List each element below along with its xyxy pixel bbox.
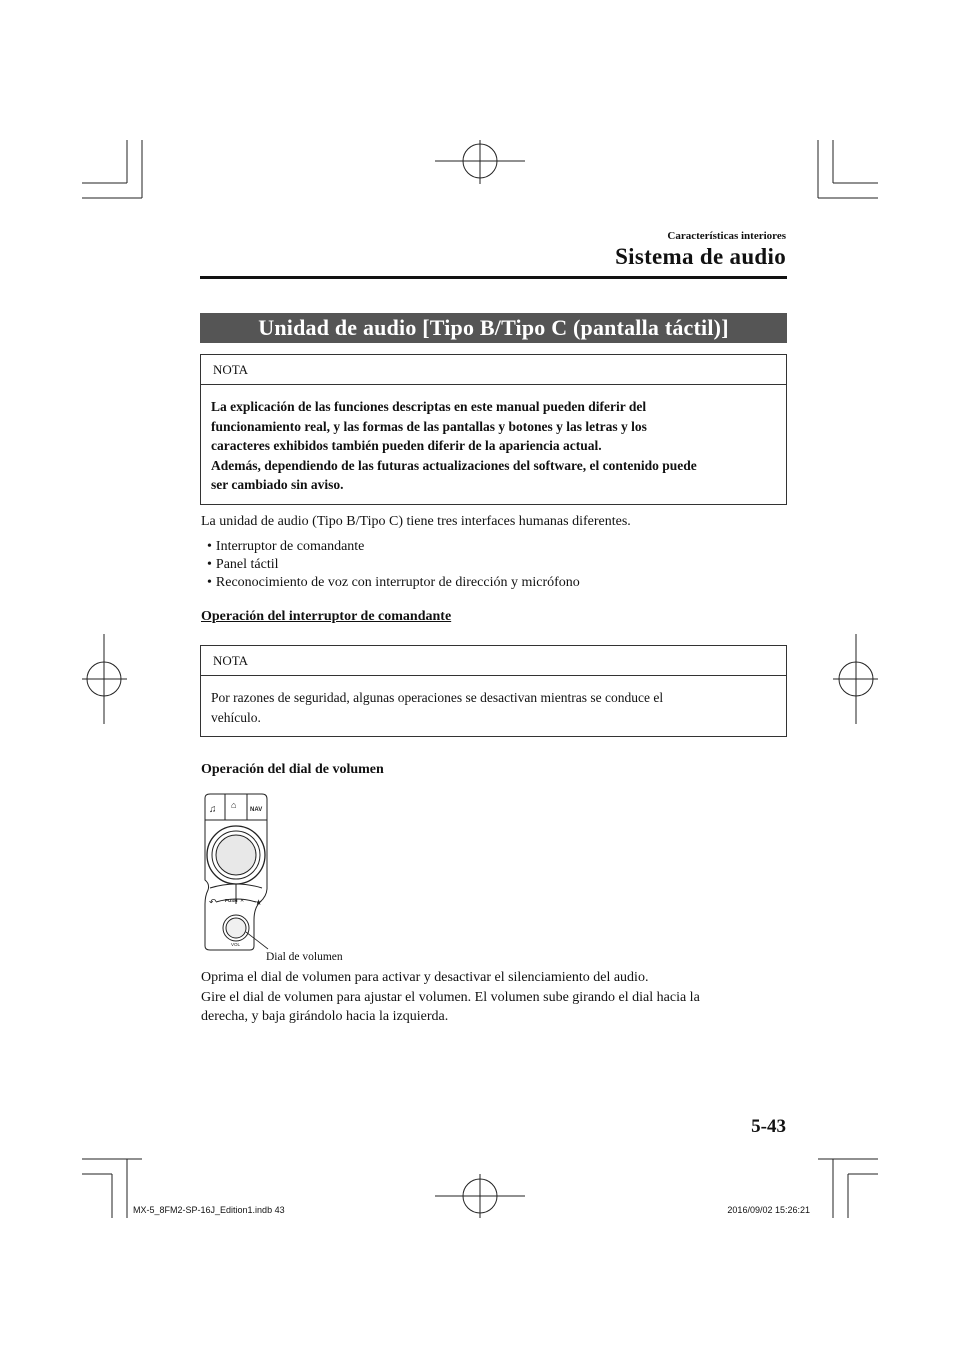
back-icon: ↶ [209, 897, 217, 907]
section-heading: Operación del interruptor de comandante [201, 609, 452, 624]
note-line: ser cambiado sin aviso. [211, 477, 344, 492]
section-title: Sistema de audio [615, 244, 786, 269]
commander-switch-illustration [196, 792, 276, 952]
figure-caption: Dial de volumen [266, 951, 343, 963]
note-text [201, 676, 786, 736]
leader-line [246, 932, 268, 949]
page-number: 5-43 [751, 1116, 786, 1137]
note-line: Además, dependiendo de las futuras actualizaciones del software, el contenido puede [211, 457, 697, 473]
favorite-icon: ★ [255, 898, 263, 907]
note-line: vehículo. [211, 709, 261, 725]
note-line: La explicación de las funciones descriptas en este manual pueden diferir del [211, 399, 647, 414]
body-paragraph [201, 968, 700, 1027]
nav-button-label: NAV [250, 807, 263, 813]
music-icon: ♫ [209, 804, 217, 815]
list-item: • Reconocimiento de voz con interruptor de dirección y micrófono [207, 574, 580, 592]
list-item: • Panel táctil [207, 556, 580, 574]
header-rule [200, 276, 787, 279]
topic-banner: Unidad de audio [Tipo B/Tipo C (pantalla táctil)] [200, 313, 787, 343]
home-icon: ⌂ [231, 800, 237, 810]
intro-paragraph: La unidad de audio (Tipo B/Tipo C) tiene tres interfaces humanas diferentes. [201, 514, 631, 529]
note-box-general [200, 354, 787, 505]
list-item: • Interruptor de comandante [207, 538, 580, 556]
note-label: NOTA [201, 646, 786, 676]
body-line: derecha, y baja girándolo hacia la izquierda. [201, 1009, 449, 1024]
note-line: Por razones de seguridad, algunas operaciones se desactivan mientras se conduce el [211, 690, 664, 705]
note-label: NOTA [201, 355, 786, 385]
body-line: Gire el dial de volumen para ajustar el volumen. El volumen sube girando el dial hacia la [201, 989, 700, 1005]
subheading-volume-dial: Operación del dial de volumen [201, 762, 384, 777]
push-label: PUSH [225, 898, 238, 903]
body-line: Oprima el dial de volumen para activar y desactivar el silenciamiento del audio. [201, 970, 649, 985]
note-line: caracteres exhibidos también pueden diferir de la apariencia actual. [211, 438, 602, 453]
note-text [201, 385, 786, 504]
print-timestamp: 2016/09/02 15:26:21 [727, 1205, 810, 1215]
mute-icon: ✕ [240, 898, 245, 904]
vol-label: VOL [231, 942, 241, 947]
note-box-safety [200, 645, 787, 737]
chapter-label: Características interiores [667, 230, 786, 242]
note-line: funcionamiento real, y las formas de las pantallas y botones y las letras y los [211, 418, 647, 434]
print-file-name: MX-5_8FM2-SP-16J_Edition1.indb 43 [133, 1205, 285, 1215]
interface-list [207, 538, 580, 592]
